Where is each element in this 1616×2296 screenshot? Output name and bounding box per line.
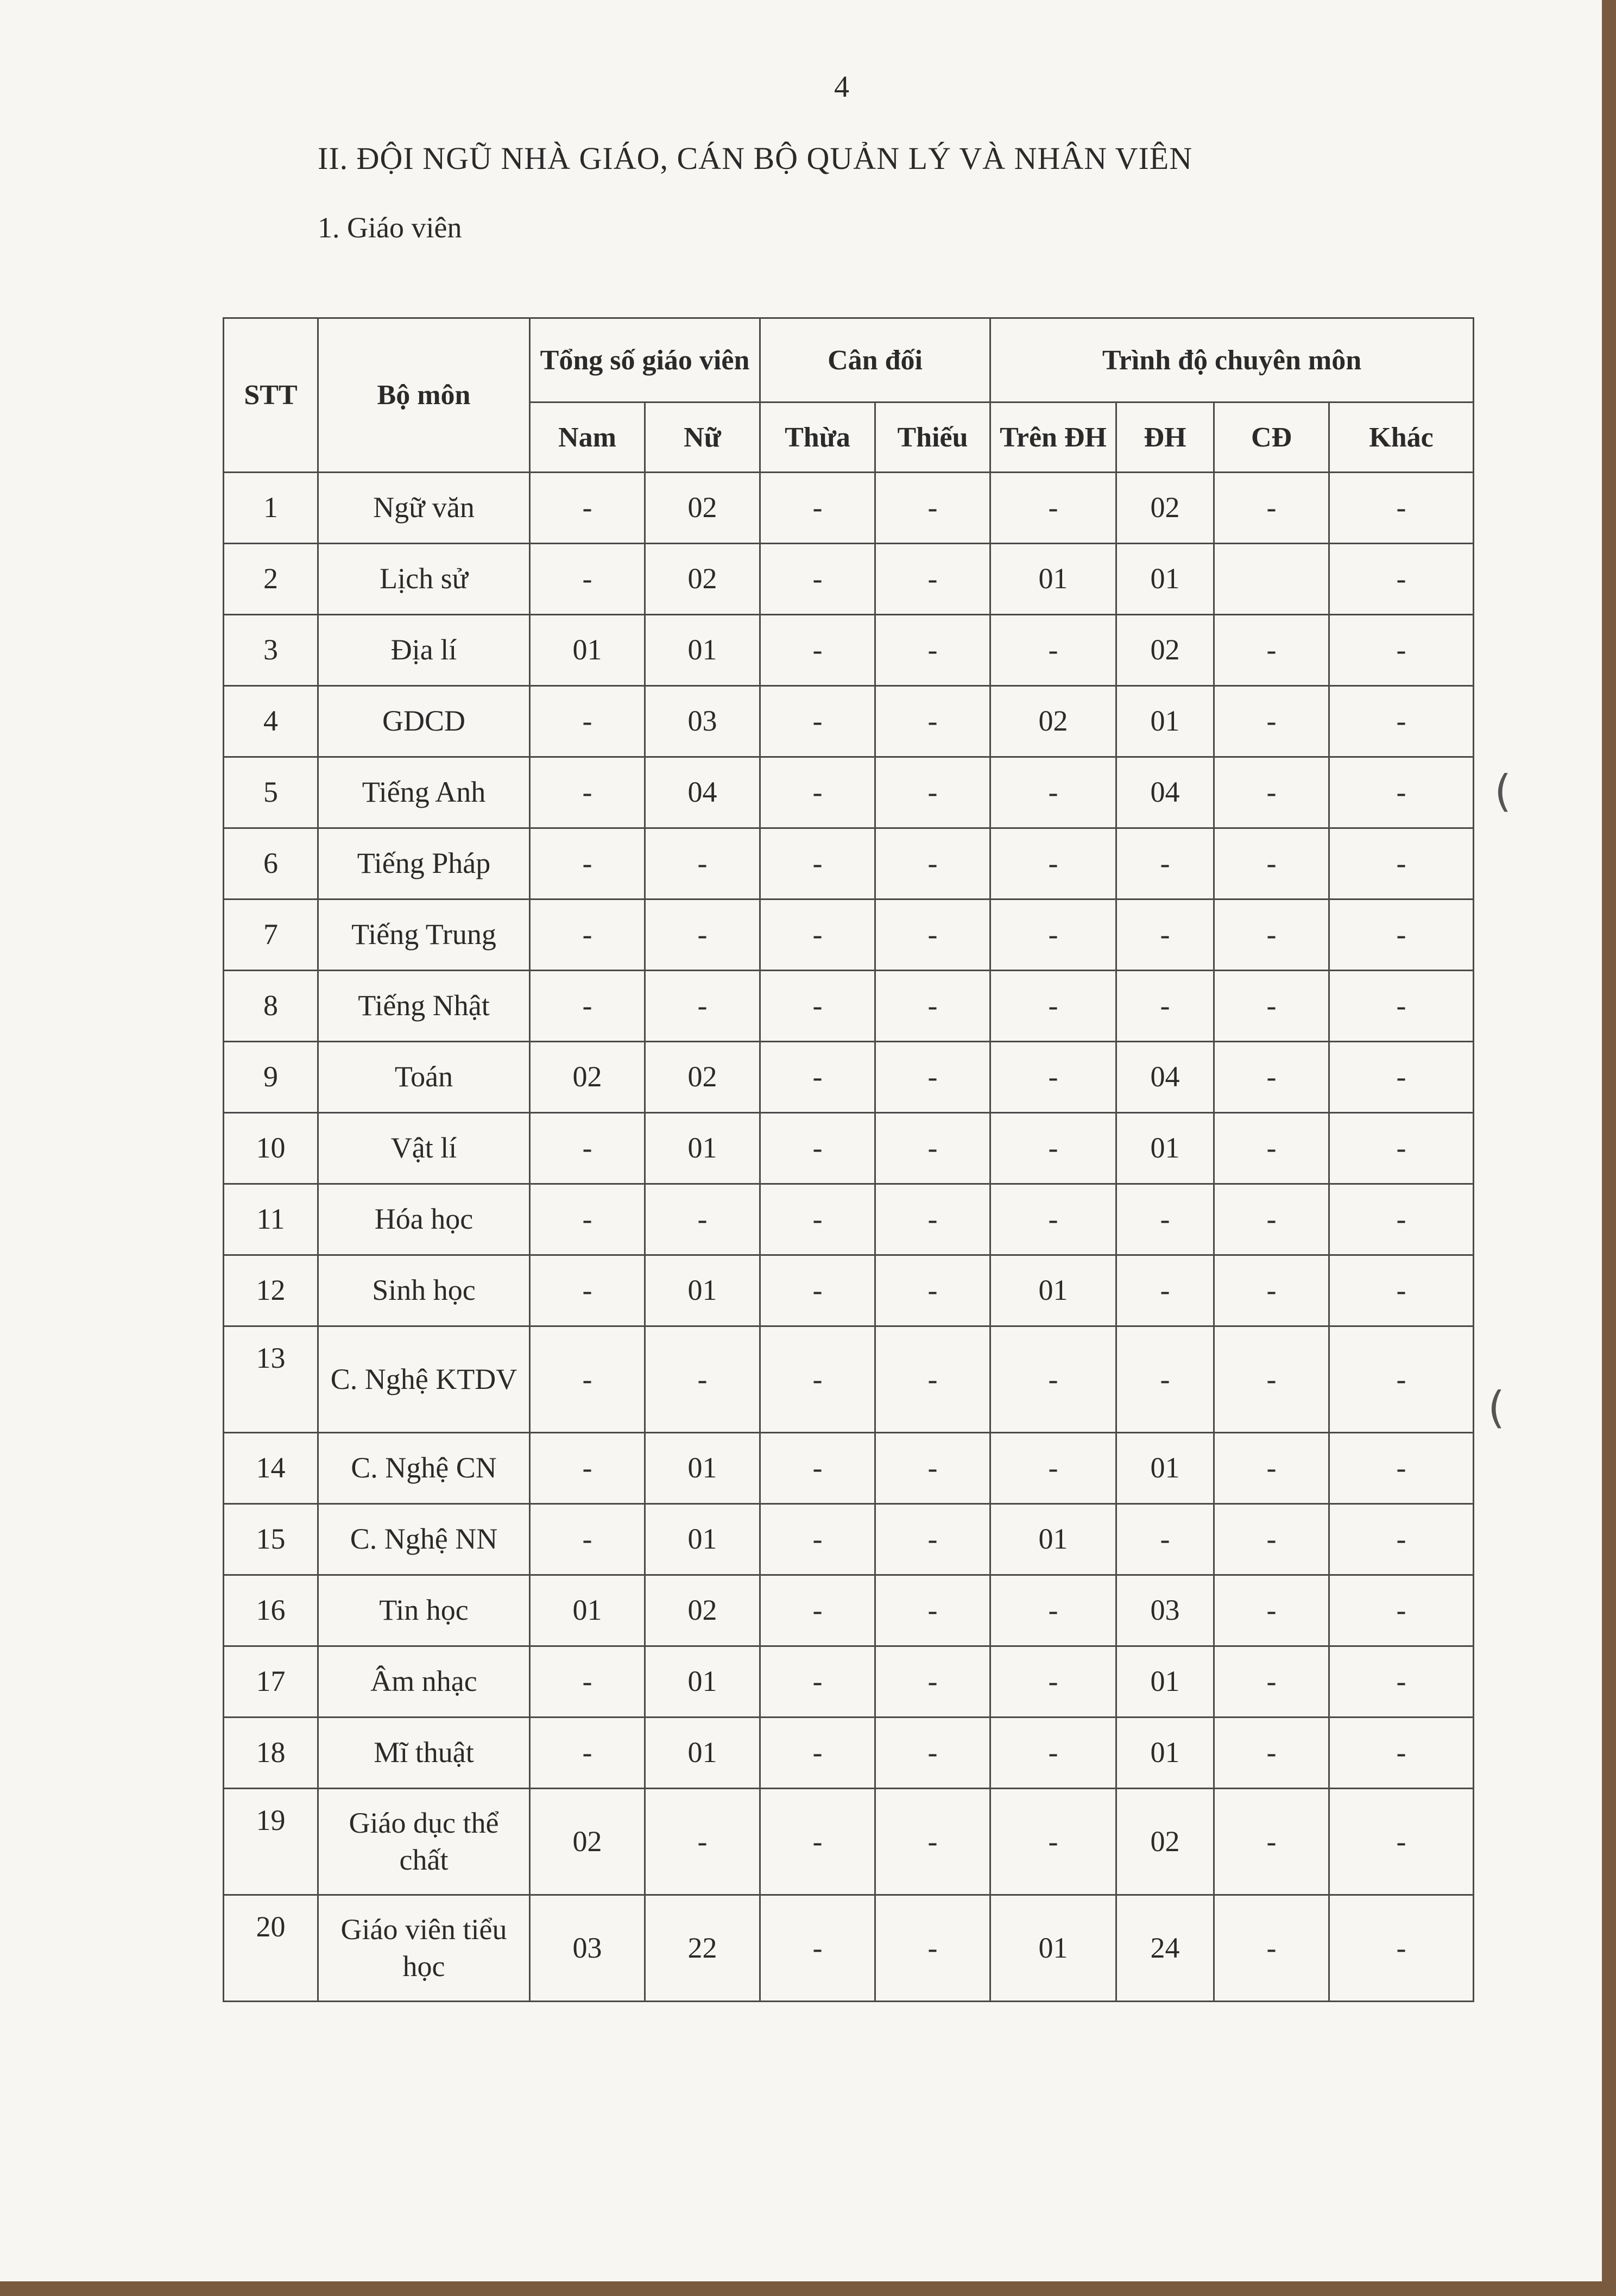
cell-other: - — [1329, 1718, 1474, 1789]
cell-male: - — [530, 1504, 645, 1575]
cell-college: - — [1214, 1575, 1329, 1646]
header-female: Nữ — [645, 402, 760, 473]
cell-other: - — [1329, 828, 1474, 899]
cell-above-university: - — [990, 1575, 1116, 1646]
cell-university: 02 — [1116, 615, 1214, 686]
cell-university: 01 — [1116, 1433, 1214, 1504]
cell-above-university: - — [990, 899, 1116, 971]
cell-university: 04 — [1116, 1042, 1214, 1113]
cell-shortage: - — [875, 1042, 990, 1113]
cell-stt: 2 — [224, 544, 318, 615]
margin-mark: ( — [1488, 1382, 1505, 1433]
cell-surplus: - — [760, 615, 875, 686]
table-row — [224, 1042, 1474, 1113]
cell-surplus: - — [760, 473, 875, 544]
cell-shortage: - — [875, 1184, 990, 1255]
cell-subject: Sinh học — [318, 1255, 530, 1326]
cell-shortage: - — [875, 1255, 990, 1326]
cell-university: 04 — [1116, 757, 1214, 828]
cell-other: - — [1329, 1895, 1474, 2002]
cell-above-university: - — [990, 1646, 1116, 1718]
table-row — [224, 1433, 1474, 1504]
cell-surplus: - — [760, 1433, 875, 1504]
cell-stt: 14 — [224, 1433, 318, 1504]
cell-stt: 18 — [224, 1718, 318, 1789]
cell-above-university: - — [990, 1433, 1116, 1504]
cell-other: - — [1329, 899, 1474, 971]
cell-female: - — [645, 899, 760, 971]
cell-other: - — [1329, 473, 1474, 544]
cell-university: 24 — [1116, 1895, 1214, 2002]
cell-surplus: - — [760, 1113, 875, 1184]
cell-university: 01 — [1116, 1646, 1214, 1718]
cell-surplus: - — [760, 1326, 875, 1433]
cell-shortage: - — [875, 899, 990, 971]
teacher-table — [223, 317, 1474, 2002]
cell-subject: Giáo dục thể chất — [318, 1789, 530, 1895]
section-heading: II. ĐỘI NGŨ NHÀ GIÁO, CÁN BỘ QUẢN LÝ VÀ NHÂN VIÊN — [318, 141, 1193, 176]
cell-male: - — [530, 544, 645, 615]
margin-mark: ( — [1494, 766, 1512, 816]
cell-above-university: 01 — [990, 544, 1116, 615]
cell-female: 22 — [645, 1895, 760, 2002]
table-row — [224, 686, 1474, 757]
cell-female: 02 — [645, 1042, 760, 1113]
cell-female: 01 — [645, 1255, 760, 1326]
cell-other: - — [1329, 1184, 1474, 1255]
cell-male: - — [530, 1718, 645, 1789]
cell-male: 02 — [530, 1042, 645, 1113]
cell-subject: Giáo viên tiểu học — [318, 1895, 530, 2002]
cell-shortage: - — [875, 828, 990, 899]
cell-female: - — [645, 1789, 760, 1895]
cell-female: - — [645, 1326, 760, 1433]
cell-shortage: - — [875, 473, 990, 544]
cell-college: - — [1214, 615, 1329, 686]
cell-other: - — [1329, 1789, 1474, 1895]
cell-college: - — [1214, 1646, 1329, 1718]
cell-shortage: - — [875, 1646, 990, 1718]
cell-shortage: - — [875, 1575, 990, 1646]
cell-university: 01 — [1116, 686, 1214, 757]
table-row — [224, 473, 1474, 544]
cell-male: 01 — [530, 1575, 645, 1646]
cell-subject: C. Nghệ NN — [318, 1504, 530, 1575]
header-surplus: Thừa — [760, 402, 875, 473]
cell-female: 01 — [645, 1718, 760, 1789]
teacher-table-body — [224, 473, 1474, 2002]
cell-surplus: - — [760, 899, 875, 971]
cell-above-university: 01 — [990, 1504, 1116, 1575]
cell-surplus: - — [760, 1575, 875, 1646]
cell-college: - — [1214, 1042, 1329, 1113]
cell-university: 01 — [1116, 1113, 1214, 1184]
cell-subject: C. Nghệ KTDV — [318, 1326, 530, 1433]
cell-male: - — [530, 1113, 645, 1184]
cell-college: - — [1214, 473, 1329, 544]
cell-college: - — [1214, 686, 1329, 757]
cell-shortage: - — [875, 971, 990, 1042]
cell-shortage: - — [875, 1433, 990, 1504]
cell-university: 01 — [1116, 1718, 1214, 1789]
cell-other: - — [1329, 1575, 1474, 1646]
cell-shortage: - — [875, 1504, 990, 1575]
cell-shortage: - — [875, 1326, 990, 1433]
table-row — [224, 1575, 1474, 1646]
table-row — [224, 1184, 1474, 1255]
cell-male: 01 — [530, 615, 645, 686]
table-row — [224, 615, 1474, 686]
cell-shortage: - — [875, 544, 990, 615]
cell-subject: Địa lí — [318, 615, 530, 686]
cell-male: 03 — [530, 1895, 645, 2002]
cell-subject: Tiếng Anh — [318, 757, 530, 828]
cell-stt: 15 — [224, 1504, 318, 1575]
cell-other: - — [1329, 544, 1474, 615]
cell-college — [1214, 544, 1329, 615]
cell-university: - — [1116, 1184, 1214, 1255]
cell-surplus: - — [760, 1646, 875, 1718]
header-other: Khác — [1329, 402, 1474, 473]
cell-stt: 4 — [224, 686, 318, 757]
cell-above-university: 01 — [990, 1895, 1116, 2002]
cell-female: 02 — [645, 544, 760, 615]
cell-subject: Hóa học — [318, 1184, 530, 1255]
cell-female: - — [645, 971, 760, 1042]
header-qualification: Trình độ chuyên môn — [990, 318, 1474, 402]
cell-surplus: - — [760, 1042, 875, 1113]
cell-subject: Lịch sử — [318, 544, 530, 615]
cell-male: - — [530, 971, 645, 1042]
cell-shortage: - — [875, 1895, 990, 2002]
cell-male: - — [530, 1326, 645, 1433]
cell-university: 02 — [1116, 1789, 1214, 1895]
table-row — [224, 757, 1474, 828]
table-row — [224, 1504, 1474, 1575]
cell-other: - — [1329, 615, 1474, 686]
cell-shortage: - — [875, 615, 990, 686]
cell-university: - — [1116, 828, 1214, 899]
cell-above-university: 01 — [990, 1255, 1116, 1326]
cell-female: 03 — [645, 686, 760, 757]
cell-college: - — [1214, 1255, 1329, 1326]
cell-subject: Toán — [318, 1042, 530, 1113]
cell-college: - — [1214, 971, 1329, 1042]
cell-university: - — [1116, 1255, 1214, 1326]
cell-above-university: - — [990, 473, 1116, 544]
cell-other: - — [1329, 1042, 1474, 1113]
cell-stt: 10 — [224, 1113, 318, 1184]
cell-college: - — [1214, 1113, 1329, 1184]
table-row — [224, 544, 1474, 615]
cell-female: 01 — [645, 1113, 760, 1184]
header-university: ĐH — [1116, 402, 1214, 473]
cell-female: 01 — [645, 1646, 760, 1718]
subsection-heading: 1. Giáo viên — [318, 211, 462, 244]
cell-college: - — [1214, 1895, 1329, 2002]
cell-surplus: - — [760, 544, 875, 615]
table-row — [224, 828, 1474, 899]
header-above-university: Trên ĐH — [990, 402, 1116, 473]
cell-above-university: - — [990, 1184, 1116, 1255]
cell-other: - — [1329, 1326, 1474, 1433]
header-shortage: Thiếu — [875, 402, 990, 473]
cell-stt: 12 — [224, 1255, 318, 1326]
cell-university: - — [1116, 899, 1214, 971]
cell-surplus: - — [760, 1255, 875, 1326]
cell-surplus: - — [760, 828, 875, 899]
cell-stt: 19 — [224, 1789, 318, 1895]
cell-above-university: - — [990, 971, 1116, 1042]
header-male: Nam — [530, 402, 645, 473]
cell-shortage: - — [875, 1113, 990, 1184]
cell-other: - — [1329, 1113, 1474, 1184]
cell-university: 01 — [1116, 544, 1214, 615]
cell-subject: Ngữ văn — [318, 473, 530, 544]
cell-male: - — [530, 473, 645, 544]
cell-university: - — [1116, 1326, 1214, 1433]
cell-male: - — [530, 899, 645, 971]
cell-university: 03 — [1116, 1575, 1214, 1646]
cell-male: - — [530, 828, 645, 899]
header-stt: STT — [224, 318, 318, 473]
cell-university: 02 — [1116, 473, 1214, 544]
cell-subject: Tiếng Nhật — [318, 971, 530, 1042]
cell-shortage: - — [875, 757, 990, 828]
page-number: 4 — [834, 70, 849, 104]
cell-female: 01 — [645, 1504, 760, 1575]
cell-female: - — [645, 828, 760, 899]
cell-male: - — [530, 1184, 645, 1255]
table-row — [224, 899, 1474, 971]
cell-college: - — [1214, 1789, 1329, 1895]
cell-other: - — [1329, 686, 1474, 757]
cell-female: 02 — [645, 473, 760, 544]
cell-stt: 5 — [224, 757, 318, 828]
cell-subject: GDCD — [318, 686, 530, 757]
cell-stt: 9 — [224, 1042, 318, 1113]
cell-other: - — [1329, 1504, 1474, 1575]
table-row — [224, 1895, 1474, 2002]
cell-male: - — [530, 1433, 645, 1504]
cell-surplus: - — [760, 1504, 875, 1575]
table-row — [224, 1789, 1474, 1895]
cell-shortage: - — [875, 686, 990, 757]
cell-stt: 8 — [224, 971, 318, 1042]
cell-surplus: - — [760, 1895, 875, 2002]
cell-college: - — [1214, 1433, 1329, 1504]
header-total-teachers: Tổng số giáo viên — [530, 318, 760, 402]
cell-stt: 13 — [224, 1326, 318, 1433]
cell-stt: 20 — [224, 1895, 318, 2002]
cell-other: - — [1329, 1646, 1474, 1718]
cell-stt: 7 — [224, 899, 318, 971]
cell-surplus: - — [760, 1184, 875, 1255]
cell-female: 01 — [645, 615, 760, 686]
cell-other: - — [1329, 971, 1474, 1042]
header-balance: Cân đối — [760, 318, 990, 402]
cell-college: - — [1214, 828, 1329, 899]
cell-college: - — [1214, 899, 1329, 971]
cell-stt: 17 — [224, 1646, 318, 1718]
cell-above-university: 02 — [990, 686, 1116, 757]
cell-other: - — [1329, 1433, 1474, 1504]
cell-subject: Âm nhạc — [318, 1646, 530, 1718]
cell-surplus: - — [760, 1789, 875, 1895]
cell-college: - — [1214, 757, 1329, 828]
cell-female: 02 — [645, 1575, 760, 1646]
cell-subject: Tiếng Trung — [318, 899, 530, 971]
cell-university: - — [1116, 971, 1214, 1042]
cell-shortage: - — [875, 1718, 990, 1789]
cell-female: 04 — [645, 757, 760, 828]
cell-female: - — [645, 1184, 760, 1255]
cell-college: - — [1214, 1184, 1329, 1255]
cell-subject: Vật lí — [318, 1113, 530, 1184]
cell-male: - — [530, 686, 645, 757]
cell-surplus: - — [760, 686, 875, 757]
cell-above-university: - — [990, 757, 1116, 828]
cell-subject: Mĩ thuật — [318, 1718, 530, 1789]
cell-above-university: - — [990, 615, 1116, 686]
cell-above-university: - — [990, 1718, 1116, 1789]
cell-stt: 1 — [224, 473, 318, 544]
cell-above-university: - — [990, 828, 1116, 899]
cell-stt: 11 — [224, 1184, 318, 1255]
header-college: CĐ — [1214, 402, 1329, 473]
cell-above-university: - — [990, 1042, 1116, 1113]
cell-stt: 3 — [224, 615, 318, 686]
table-row — [224, 1718, 1474, 1789]
cell-stt: 16 — [224, 1575, 318, 1646]
cell-subject: C. Nghệ CN — [318, 1433, 530, 1504]
table-row — [224, 1326, 1474, 1433]
cell-other: - — [1329, 1255, 1474, 1326]
cell-female: 01 — [645, 1433, 760, 1504]
cell-male: - — [530, 1646, 645, 1718]
cell-subject: Tin học — [318, 1575, 530, 1646]
table-row — [224, 971, 1474, 1042]
table-row — [224, 1646, 1474, 1718]
cell-male: - — [530, 1255, 645, 1326]
cell-above-university: - — [990, 1113, 1116, 1184]
cell-shortage: - — [875, 1789, 990, 1895]
cell-male: - — [530, 757, 645, 828]
cell-subject: Tiếng Pháp — [318, 828, 530, 899]
header-subject: Bộ môn — [318, 318, 530, 473]
cell-college: - — [1214, 1504, 1329, 1575]
cell-college: - — [1214, 1718, 1329, 1789]
cell-above-university: - — [990, 1326, 1116, 1433]
cell-other: - — [1329, 757, 1474, 828]
cell-surplus: - — [760, 757, 875, 828]
cell-college: - — [1214, 1326, 1329, 1433]
cell-stt: 6 — [224, 828, 318, 899]
cell-university: - — [1116, 1504, 1214, 1575]
cell-male: 02 — [530, 1789, 645, 1895]
cell-above-university: - — [990, 1789, 1116, 1895]
table-row — [224, 1113, 1474, 1184]
cell-surplus: - — [760, 1718, 875, 1789]
table-row — [224, 1255, 1474, 1326]
cell-surplus: - — [760, 971, 875, 1042]
